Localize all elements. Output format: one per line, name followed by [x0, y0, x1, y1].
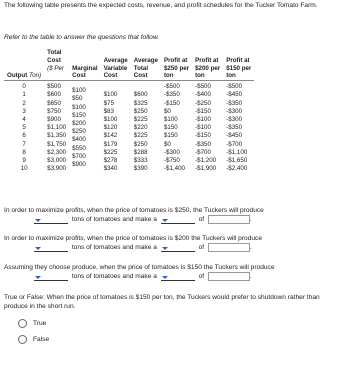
cell-atc: $250: [133, 107, 148, 115]
marginal-cost-value: $200: [72, 120, 86, 127]
cell-tc: $750: [47, 107, 61, 115]
table-row: [4, 141, 254, 149]
cell-p150: -$350: [226, 124, 243, 132]
q2-text-of: of: [198, 244, 205, 251]
cell-p200: -$100: [195, 124, 211, 132]
cell-p200: -$500: [195, 83, 211, 91]
radio-true[interactable]: [18, 319, 46, 328]
table-row: [4, 124, 254, 132]
cell-atc: $333: [133, 157, 148, 165]
cost-table: [4, 49, 254, 173]
marginal-cost-value: $900: [72, 161, 86, 169]
radio-circle-icon[interactable]: [18, 319, 27, 328]
cell-p250: $0: [163, 140, 171, 148]
cell-p250: $150: [163, 124, 178, 132]
header-profit-150: Profit at $150 per ton: [223, 49, 254, 81]
q3-text-of: of: [198, 273, 205, 280]
cell-atc: $250: [133, 140, 148, 148]
cell-p150: -$450: [226, 91, 243, 99]
triangle-down-icon: [162, 247, 168, 250]
cell-marginal-cost: [69, 116, 100, 127]
header-profit-250: Profit at $250 per ton: [161, 49, 192, 81]
marginal-cost-value: $100: [72, 103, 86, 111]
cell-marginal-cost: [69, 141, 100, 152]
cell-output: 7: [22, 140, 26, 148]
cell-avc: $120: [103, 124, 118, 132]
cell-p200: -$350: [195, 140, 211, 148]
cell-p150: -$350: [226, 99, 243, 107]
cell-marginal-cost: [69, 149, 100, 160]
question-1: [4, 206, 349, 224]
triangle-down-icon: [35, 219, 41, 222]
cell-p250: $0: [163, 107, 171, 115]
cell-tc: $3,900: [47, 165, 67, 173]
cell-marginal-cost: [69, 165, 100, 173]
marginal-cost-value: $50: [72, 95, 83, 103]
radio-false-label: False: [33, 336, 50, 343]
cell-avc: $179: [103, 140, 118, 148]
cell-p200: -$150: [195, 132, 211, 140]
cell-output: 9: [22, 157, 26, 165]
q1-text-mid: tons of tomatoes and make a: [71, 216, 157, 223]
cell-p150: -$300: [226, 107, 243, 115]
table-row: [4, 81, 254, 92]
cell-p250: -$300: [163, 148, 180, 156]
cell-p200: -$1,200: [195, 157, 217, 165]
cell-atc: [131, 81, 161, 92]
cell-p150: -$450: [226, 132, 243, 140]
q1-text-of: of: [198, 216, 205, 223]
cell-tc: $650: [47, 99, 61, 107]
cell-avc: $75: [103, 99, 114, 107]
radio-true-label: True: [33, 320, 47, 327]
cell-output: 3: [22, 107, 26, 115]
header-avc: Average Variable Cost: [101, 49, 131, 81]
q1-quantity-dropdown[interactable]: [34, 216, 68, 224]
cell-atc: $390: [133, 165, 148, 173]
cell-p150: -$1,100: [226, 148, 248, 156]
marginal-cost-value: $700: [72, 152, 86, 160]
q1-suffix: .: [249, 216, 252, 223]
cell-p250: -$1,400: [163, 165, 185, 173]
cell-avc: $340: [103, 165, 118, 173]
marginal-cost-value: $400: [72, 136, 86, 144]
triangle-down-icon: [162, 219, 168, 222]
cell-avc: [101, 81, 131, 92]
table-row: [4, 132, 254, 140]
cell-atc: $220: [133, 124, 148, 132]
cell-tc: $900: [47, 116, 61, 123]
table-row: [4, 157, 254, 165]
true-false-question: True or False: When the price of tomatoes is $150 per ton, the Tuckers would prefer to shutdown rather than produce in the short run.: [4, 294, 320, 310]
radio-false[interactable]: [18, 335, 49, 344]
q2-quantity-dropdown[interactable]: [34, 244, 68, 252]
cell-output: 5: [22, 124, 26, 132]
cell-p200: -$400: [195, 91, 211, 99]
cell-p200: -$700: [195, 148, 211, 156]
question-1-text: In order to maximize profits, when the price of tomatoes is $250, the Tuckers will produce: [4, 207, 264, 214]
table-row: [4, 91, 254, 99]
cell-output: 6: [22, 132, 26, 140]
cell-p250: -$150: [163, 99, 180, 107]
cell-marginal-cost: [69, 157, 100, 169]
cell-p150: -$1,650: [226, 157, 248, 165]
cell-output: 10: [20, 165, 28, 173]
cell-avc: $100: [103, 116, 118, 123]
cell-marginal-cost: [69, 81, 100, 95]
cell-tc: $600: [47, 91, 61, 99]
q2-amount-input[interactable]: [208, 243, 250, 252]
marginal-cost-value: $250: [72, 128, 86, 136]
cell-marginal-cost: [69, 132, 100, 144]
header-total-cost: Total Cost ($ Per: [44, 49, 69, 81]
q3-text-mid: tons of tomatoes and make a: [71, 273, 157, 280]
cell-p150: -$300: [226, 116, 243, 123]
cell-p200: -$250: [195, 99, 211, 107]
cell-avc: $100: [103, 91, 118, 99]
radio-circle-icon[interactable]: [18, 335, 27, 344]
table-header-row: [4, 49, 254, 81]
triangle-down-icon: [35, 276, 41, 279]
cell-p200: -$1,900: [195, 165, 217, 173]
cell-marginal-cost: [69, 108, 100, 119]
cell-avc: $278: [103, 157, 118, 165]
cell-atc: $600: [133, 91, 148, 99]
q3-suffix: .: [249, 273, 252, 280]
q1-amount-input[interactable]: [208, 215, 250, 224]
q3-amount-input[interactable]: [208, 272, 250, 281]
cell-atc: $325: [133, 99, 148, 107]
header-atc: Average Total Cost: [131, 49, 161, 81]
marginal-cost-value: $100: [72, 87, 86, 95]
cell-output: 0: [22, 83, 26, 91]
cell-avc: $83: [103, 107, 114, 115]
q2-text-mid: tons of tomatoes and make a: [71, 244, 157, 251]
table-row: [4, 100, 254, 108]
cell-p150: -$2,400: [226, 165, 248, 173]
marginal-cost-value: $150: [72, 111, 86, 119]
table-row: [4, 108, 254, 116]
header-output: Output Ton): [4, 49, 44, 81]
cell-p250: $150: [163, 132, 178, 140]
header-profit-200: Profit at $200 per ton: [192, 49, 223, 81]
cell-p200: -$100: [195, 116, 211, 123]
q1-result-dropdown[interactable]: [161, 216, 195, 224]
cell-tc: $500: [47, 83, 61, 91]
marginal-cost-value: $550: [72, 144, 86, 152]
intro-text: The following table presents the expected costs, revenue, and profit schedules for the Tucker Tomato Farm.: [4, 2, 318, 9]
cell-tc: $1,350: [47, 132, 67, 140]
cell-tc: $3,000: [47, 157, 67, 165]
table-row: [4, 149, 254, 157]
question-3-text: Assuming they choose produce, when the price of tomatoes is $150 the Tuckers will produce: [4, 264, 275, 271]
q3-quantity-dropdown[interactable]: [34, 273, 68, 281]
cell-p150: -$500: [226, 83, 243, 91]
cell-p200: -$150: [195, 107, 211, 115]
question-2-text: In order to maximize profits, when the price of tomatoes is $200 the Tuckers will produce: [4, 235, 263, 242]
cell-marginal-cost: [69, 91, 100, 103]
triangle-down-icon: [35, 247, 41, 250]
table-row: [4, 116, 254, 124]
q2-result-dropdown[interactable]: [161, 244, 195, 252]
header-marginal-cost: Marginal Cost: [69, 49, 100, 81]
q3-result-dropdown[interactable]: [161, 273, 195, 281]
table-row: [4, 165, 254, 173]
question-2: [4, 234, 349, 252]
cell-marginal-cost: [69, 124, 100, 136]
cell-p250: -$500: [163, 83, 180, 91]
question-3: [4, 263, 349, 281]
q2-suffix: .: [249, 244, 252, 251]
cell-tc: $1,100: [47, 124, 67, 132]
cell-p250: -$750: [163, 157, 180, 165]
cell-p150: -$700: [226, 140, 243, 148]
cell-avc: $225: [103, 148, 118, 156]
cell-marginal-cost: [69, 100, 100, 111]
cell-output: 8: [22, 148, 26, 156]
cell-output: 2: [22, 99, 26, 107]
cell-avc: $142: [103, 132, 118, 140]
triangle-down-icon: [162, 276, 168, 279]
cell-atc: $288: [133, 148, 148, 156]
cell-tc: $2,300: [47, 148, 67, 156]
cell-output: 1: [22, 91, 26, 99]
cell-output: 4: [22, 116, 26, 123]
refer-text: Refer to the table to answer the questions that follow.: [4, 34, 160, 41]
cell-atc: $225: [133, 132, 148, 140]
cell-atc: $225: [133, 116, 148, 123]
cell-p250: $100: [163, 116, 178, 123]
cell-tc: $1,750: [47, 140, 67, 148]
cell-p250: -$350: [163, 91, 180, 99]
